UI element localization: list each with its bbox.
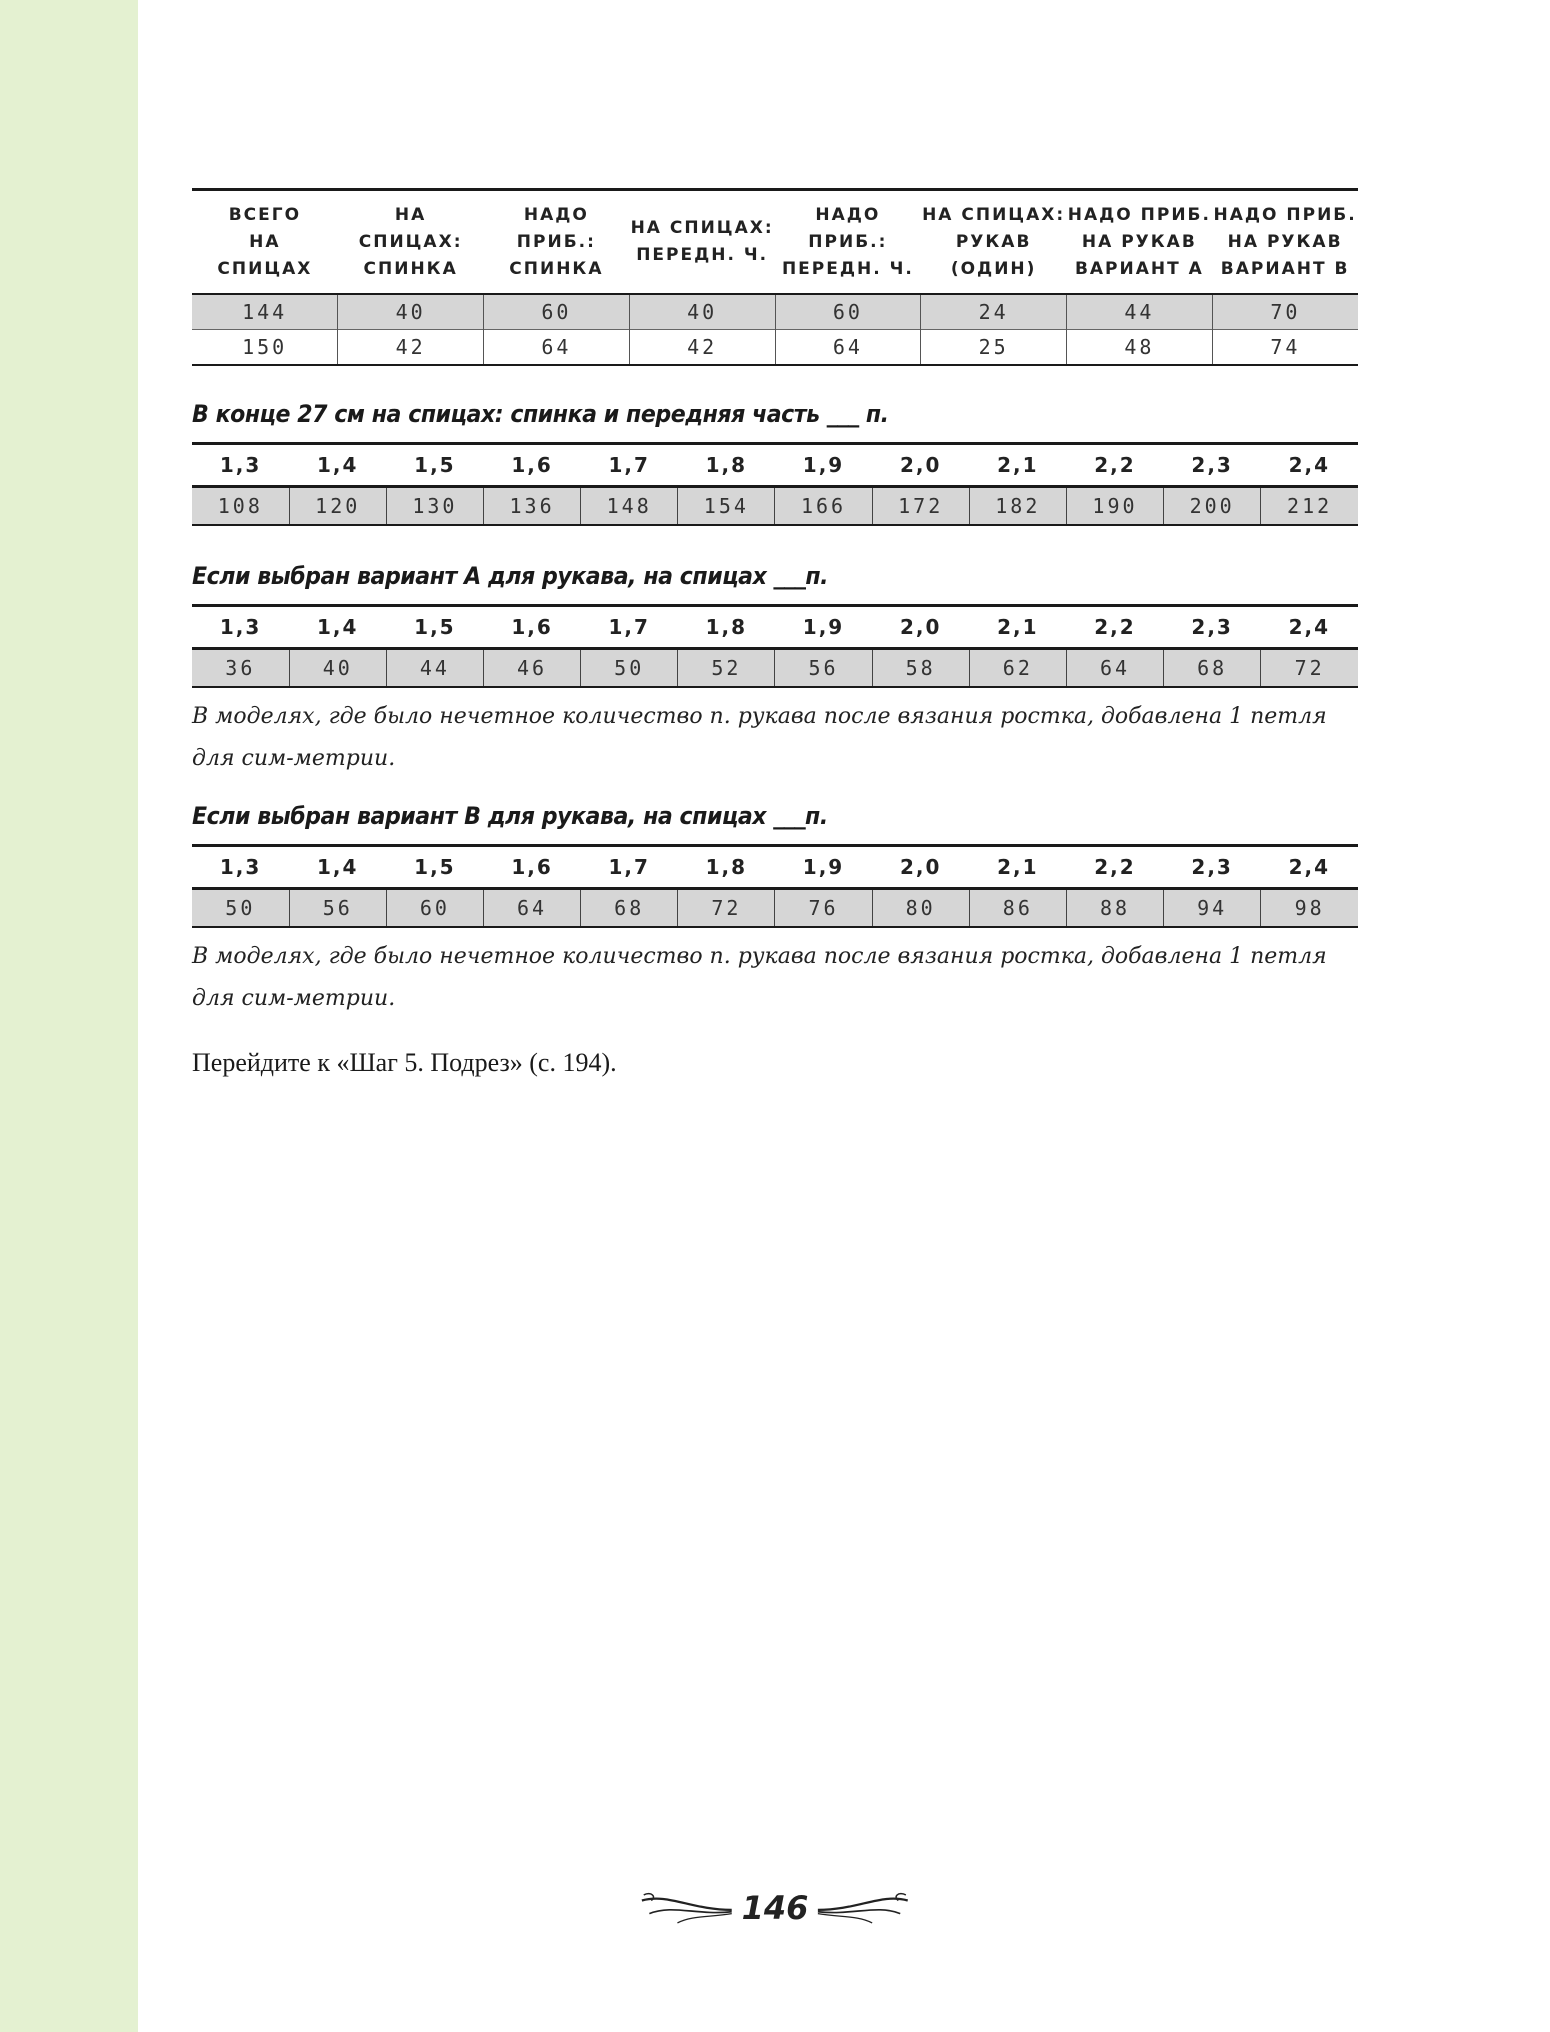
gauge-header: 1,5 <box>414 453 456 477</box>
gauge-header: 2,0 <box>899 855 942 879</box>
stitch-values-row <box>192 889 1358 928</box>
gauge-header: 1,8 <box>705 615 748 639</box>
section-heading-sleeve-a: Если выбран вариант А для рукава, на спицах ___п. <box>192 562 829 590</box>
table-cell: 44 <box>1067 294 1213 330</box>
column-header-line: ПРИБ.: <box>516 231 596 252</box>
gauge-header: 1,4 <box>317 615 359 639</box>
gauge-header-row <box>192 444 1358 487</box>
gauge-header: 1,5 <box>414 855 456 879</box>
table-cell: 70 <box>1212 294 1358 330</box>
stitch-value-cell: 76 <box>775 889 872 928</box>
gauge-header: 1,9 <box>802 615 845 639</box>
table-row <box>192 294 1358 330</box>
gauge-header: 1,8 <box>705 855 748 879</box>
gauge-header: 2,0 <box>899 615 942 639</box>
table-cell: 42 <box>338 330 484 366</box>
table-cell: 42 <box>629 330 775 366</box>
column-header <box>338 190 484 295</box>
stitch-value-cell: 172 <box>872 487 969 526</box>
column-header <box>192 190 338 295</box>
table-header-row <box>192 190 1358 295</box>
page-content <box>192 188 1358 1078</box>
gauge-header: 1,8 <box>705 453 748 477</box>
table-cell: 48 <box>1067 330 1213 366</box>
stitch-value-cell: 166 <box>775 487 872 526</box>
column-header-line: СПИЦАХ <box>217 258 313 279</box>
table-cell: 24 <box>921 294 1067 330</box>
side-band <box>0 0 138 2032</box>
gauge-header-row <box>192 606 1358 649</box>
stitch-count-table <box>192 188 1358 366</box>
table-row <box>192 330 1358 366</box>
column-header-line: НАДО <box>523 204 589 225</box>
gauge-header: 1,7 <box>608 855 650 879</box>
section-heading-body: В конце 27 см на спицах: спинка и передняя часть ___ п. <box>192 400 889 428</box>
gauge-header: 2,4 <box>1288 453 1331 477</box>
gauge-header: 2,1 <box>997 855 1039 879</box>
stitch-value-cell: 94 <box>1164 889 1261 928</box>
column-header-line: РУКАВ <box>955 231 1032 252</box>
table-cell: 64 <box>775 330 921 366</box>
column-header <box>1212 190 1358 295</box>
stitch-value-cell: 120 <box>289 487 386 526</box>
column-header-line: НА СПИЦАХ: <box>922 204 1066 225</box>
table-cell: 40 <box>629 294 775 330</box>
column-header-line: НАДО <box>815 204 881 225</box>
stitch-value-cell: 56 <box>775 649 872 688</box>
stitch-values-row <box>192 649 1358 688</box>
gauge-header: 1,3 <box>219 453 262 477</box>
column-header-line: СПИНКА <box>509 258 604 279</box>
column-header-line: ВСЕГО <box>228 204 302 225</box>
column-header-line: НА <box>249 231 281 252</box>
column-header-line: НА РУКАВ <box>1081 231 1197 252</box>
gauge-header: 2,1 <box>997 453 1039 477</box>
left-flourish-icon <box>640 1886 734 1930</box>
column-header-line: (ОДИН) <box>950 258 1037 279</box>
stitch-value-cell: 72 <box>678 889 775 928</box>
column-header-line: ВАРИАНТ В <box>1220 258 1350 279</box>
stitch-value-cell: 36 <box>192 649 289 688</box>
stitch-value-cell: 72 <box>1261 649 1358 688</box>
stitch-value-cell: 64 <box>1066 649 1163 688</box>
stitch-value-cell: 212 <box>1261 487 1358 526</box>
gauge-header: 2,2 <box>1094 453 1136 477</box>
stitch-value-cell: 64 <box>483 889 580 928</box>
column-header-line: ПЕРЕДН. Ч. <box>781 258 914 279</box>
stitch-value-cell: 88 <box>1066 889 1163 928</box>
sleeve-b-table <box>192 844 1358 928</box>
stitch-value-cell: 130 <box>386 487 483 526</box>
gauge-header: 2,0 <box>899 453 942 477</box>
gauge-header: 1,6 <box>511 615 553 639</box>
table-cell: 150 <box>242 335 288 359</box>
stitch-value-cell: 50 <box>192 889 289 928</box>
stitch-value-cell: 46 <box>483 649 580 688</box>
gauge-header: 1,6 <box>511 855 553 879</box>
stitch-value-cell: 62 <box>969 649 1066 688</box>
stitch-value-cell: 40 <box>289 649 386 688</box>
stitch-value-cell: 136 <box>483 487 580 526</box>
stitch-value-cell: 44 <box>386 649 483 688</box>
stitch-value-cell: 50 <box>581 649 678 688</box>
gauge-header: 1,7 <box>608 615 650 639</box>
column-header-line: НА СПИЦАХ: <box>630 218 774 238</box>
gauge-header: 2,1 <box>997 615 1039 639</box>
gauge-header: 1,3 <box>219 615 262 639</box>
column-header-line: СПИНКА <box>363 258 458 279</box>
column-header-line: СПИЦАХ: <box>358 231 463 252</box>
gauge-header: 2,4 <box>1288 615 1331 639</box>
goto-step-text: Перейдите к «Шаг 5. Подрез» (с. 194). <box>192 1048 617 1077</box>
gauge-header: 2,3 <box>1191 615 1233 639</box>
page-number: 146 <box>741 1889 809 1927</box>
stitch-value-cell: 60 <box>386 889 483 928</box>
gauge-header: 1,5 <box>414 615 456 639</box>
stitch-value-cell: 58 <box>872 649 969 688</box>
page-footer <box>640 1878 910 1938</box>
column-header-line: ВАРИАНТ А <box>1074 258 1204 279</box>
column-header-line: НАДО ПРИБ. <box>1067 204 1211 225</box>
gauge-header: 2,2 <box>1094 615 1136 639</box>
table-cell: 74 <box>1212 330 1358 366</box>
gauge-header: 1,7 <box>608 453 650 477</box>
column-header-line: НАДО ПРИБ. <box>1213 204 1357 225</box>
gauge-header: 1,9 <box>802 855 845 879</box>
stitch-value-cell: 80 <box>872 889 969 928</box>
column-header-line: НА РУКАВ <box>1227 231 1343 252</box>
gauge-header-row <box>192 846 1358 889</box>
stitch-value-cell: 68 <box>1164 649 1261 688</box>
gauge-header: 1,4 <box>317 855 359 879</box>
column-header <box>1067 190 1213 295</box>
stitch-value-cell: 200 <box>1164 487 1261 526</box>
column-header <box>484 190 630 295</box>
table-cell: 60 <box>775 294 921 330</box>
stitch-values-row <box>192 487 1358 526</box>
gauge-header: 2,3 <box>1191 453 1233 477</box>
column-header-line: ПРИБ.: <box>808 231 888 252</box>
right-flourish-icon <box>816 1886 910 1930</box>
column-header <box>775 190 921 295</box>
table-cell: 64 <box>484 330 630 366</box>
symmetry-note: В моделях, где было нечетное количество п. рукава после вязания ростка, добавлена 1 петля для сим-метрии. <box>192 704 1327 771</box>
table-cell: 25 <box>921 330 1067 366</box>
gauge-header: 2,2 <box>1094 855 1136 879</box>
section-heading-sleeve-b: Если выбран вариант В для рукава, на спицах ___п. <box>192 802 828 830</box>
stitch-value-cell: 190 <box>1066 487 1163 526</box>
table-cell: 60 <box>484 294 630 330</box>
stitch-value-cell: 56 <box>289 889 386 928</box>
gauge-header: 2,3 <box>1191 855 1233 879</box>
column-header <box>921 190 1067 295</box>
stitch-value-cell: 182 <box>969 487 1066 526</box>
stitch-value-cell: 108 <box>192 487 289 526</box>
gauge-header: 1,3 <box>219 855 262 879</box>
gauge-header: 2,4 <box>1288 855 1331 879</box>
stitch-value-cell: 68 <box>581 889 678 928</box>
body-stitches-table <box>192 442 1358 526</box>
stitch-value-cell: 52 <box>678 649 775 688</box>
stitch-value-cell: 86 <box>969 889 1066 928</box>
table-cell: 144 <box>192 294 338 330</box>
gauge-header: 1,4 <box>317 453 359 477</box>
stitch-value-cell: 154 <box>678 487 775 526</box>
column-header-line: НА <box>394 204 427 225</box>
gauge-header: 1,6 <box>511 453 553 477</box>
symmetry-note: В моделях, где было нечетное количество п. рукава после вязания ростка, добавлена 1 петля для сим-метрии. <box>192 944 1327 1011</box>
gauge-header: 1,9 <box>802 453 845 477</box>
sleeve-a-table <box>192 604 1358 688</box>
stitch-value-cell: 148 <box>581 487 678 526</box>
column-header-line: ПЕРЕДН. Ч. <box>636 245 769 265</box>
table-cell: 40 <box>338 294 484 330</box>
column-header <box>629 190 775 295</box>
stitch-value-cell: 98 <box>1261 889 1358 928</box>
